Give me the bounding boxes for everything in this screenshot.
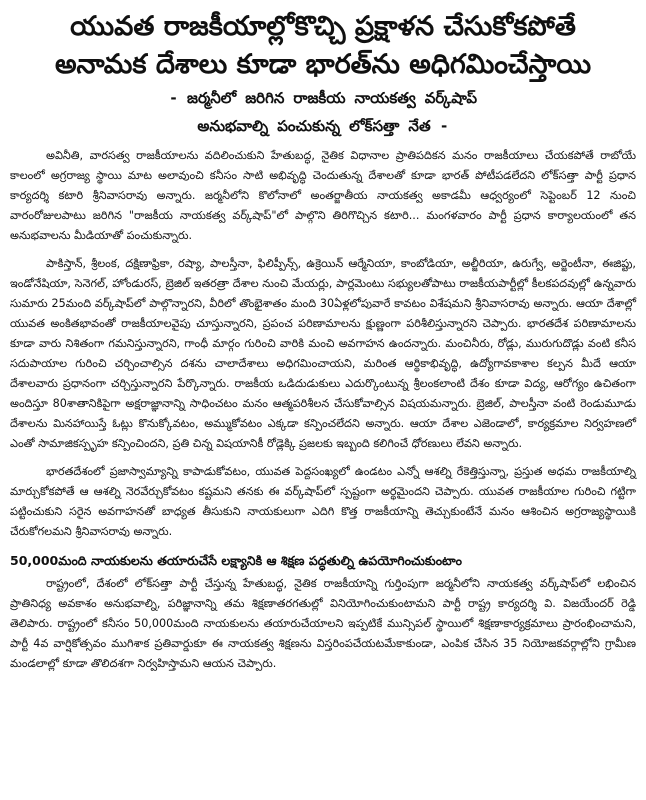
- section-heading: 50,000మంది నాయకులను తయారుచేసే లక్ష్యానికి ఆ శిక్షణ పద్ధతుల్ని ఉపయోగించుకుంటాం: [10, 553, 462, 568]
- headline-line-1: యువత రాజకీయాల్లోకొచ్చి ప్రక్షాళన చేసుకోకపోతే: [70, 11, 576, 42]
- subheadline-line-2: అనుభవాల్ని పంచుకున్న లోక్‌సత్తా నేత -: [197, 117, 449, 135]
- headline-line-2: అనామక దేశాలు కూడా భారత్‌ను అధిగమించేస్తాయి: [54, 49, 592, 80]
- section-paragraph: రాష్ట్రంలో, దేశంలో లోక్‌సత్తా పార్టీ చేస్తున్న హేతుబద్ధ, నైతిక రాజకీయాన్ని గుర్తింపుగా జర్మనీలోని నాయకత్వ వర్క్‌షాప్‌లో లభించిన ప్రాతినిధ్య అవకాశం అనుభవాల్ని, పరిజ్ఞానాన్ని తమ శిక్షణాతరగతుల్లో వినియోగించుకుంటామని పార్టీ రాష్ట్ర కార్యదర్శి వి. విజయేందర్ రెడ్డి తెలిపారు. రాష్ట్రంలో కనీసం 50,000మంది నాయకులను తయారుచేయాలని ఇప్పటికే మున్సిపల్ స్థాయిలో శిక్షణాకార్యక్రమాలు ప్రారంభించామని, పార్టీ 4వ వార్షికోత్సవం ముగిశాక ప్రతివార్డుకూ ఈ నాయకత్వ శిక్షణను విస్తరింపచేయటమేకాకుండా, ఎంపిక చేసిన 35 నియోజకవర్గాల్లోని గ్రామీణ మండలాల్లో కూడా తొలిదశగా నిర్వహిస్తామని ఆయన చెప్పారు.: [10, 577, 636, 670]
- article-body: [10, 146, 636, 674]
- subheadline-line-1: - జర్మనీలో జరిగిన రాజకీయ నాయకత్వ వర్క్‌షాప్: [168, 89, 478, 107]
- headline-block: [10, 8, 636, 140]
- article-paragraph-1: అవినీతి, వారసత్వ రాజకీయాలను వదిలించుకుని హేతుబద్ధ, నైతిక విధానాల ప్రాతిపదికన మనం రాజకీయాలు చేయకపోతే రాబోయే కాలంలో అగ్రరాజ్య స్థాయి మాట అలావుంచి కనీసం సాటి అభివృద్ధి చెందుతున్న దేశాలతో కూడా భారత్ పోటీపడలేదని లోక్‌సత్తా పార్టీ ప్రధాన కార్యదర్శి కటారి శ్రీనివాసరావు అన్నారు. జర్మనీలోని కొలోనాలో అంతర్జాతీయ నాయకత్వ అకాడమీ ఆధ్వర్యంలో సెప్టెంబర్ 12 నుంచి వారంరోజులపాటు జరిగిన "రాజకీయ నాయకత్వ వర్క్‌షాప్"లో పాల్గొని తిరిగొచ్చిన కటారి... మంగళవారం పార్టీ ప్రధాన కార్యాలయంలో తన అనుభవాలను మీడియాతో పంచుకున్నారు.: [10, 149, 636, 242]
- article-paragraph-2: పాకిస్తాన్, శ్రీలంక, దక్షిణాఫ్రికా, రష్యా, పాలస్తీనా, ఫిలిప్పీన్స్, ఉక్రెయిన్ ఆర్మేనియా, కాంబోడియా, అల్జీరియా, ఉరుగ్వే, అర్జెంటీనా, ఈజిప్టు, ఇండోనేషియా, సెనెగల్, హోండురస్, బ్రెజిల్ ఇతరత్రా దేశాల నుంచి మేయర్లు, పార్లమెంటు సభ్యులతోపాటు రాజకీయపార్టీల్లో కీలకపదవుల్లో ఉన్నవారు సుమారు 25మంది వర్క్‌షాప్‌లో పాల్గొన్నారని, వీరిలో తొంభైశాతం మంది 30ఏళ్లలోపువారే కావటం విశేషమని శ్రీనివాసరావు అన్నారు. ఆయా దేశాల్లో యువత అంకితభావంతో రాజకీయాలవైపు చూస్తున్నారని, ప్రపంచ పరిణామాలను క్షుణ్ణంగా పరిశీలిస్తున్నారని చెప్పారు. భారతదేశ పరిణామాలను కూడా వారు నిశితంగా గమనిస్తున్నారని, గాంధీ మార్గం గురించి వారికి మంచి అవగాహన ఉందన్నారు. మంచినీరు, రోడ్లు, మురుగుదొడ్లు వంటి కనీస సదుపాయాల గురించి చర్చించాల్సిన దశను చాలాదేశాలు అధిగమించాయని, మరింత ఆర్థికాభివృద్ధి, ఉద్యోగావకాశాల కల్పన మీదే ఆయా దేశాలవారు ప్రధానంగా చర్చిస్తున్నారని పేర్కొన్నారు. రాజకీయ ఒడిదుడుకులు ఎదుర్కొంటున్న శ్రీలంకలాంటి దేశం కూడా విద్య, ఆరోగ్యం ఉచితంగా అందిస్తూ 80శాతానికిపైగా అక్షరాజ్ఞానాన్ని సాధించటం మనం ఆత్మపరిశీలన చేసుకోవాల్సిన విషయమన్నారు. బ్రెజిల్, పాలస్తీనా వంటి రెండుమూడు దేశాలను మినహాయిస్తే ఓట్లు కొనుక్కోవటం, అమ్ముకోవటం ఎక్కడా కన్పించలేదని అన్నారు. ఆయా దేశాల ఎజెండాలో, కార్యక్రమాల నిర్వహణలో ఎంతో సామాజికస్పృహ కన్పించిందని, ప్రతి చిన్న విషయానికీ రోడ్లెక్కి ప్రజలకు ఇబ్బంది కలిగించే ధోరణులు లేవని అన్నారు.: [10, 257, 636, 450]
- article-paragraph-3: భారతదేశంలో ప్రజాస్వామ్యాన్ని కాపాడుకోవటం, యువత పెద్దసంఖ్యలో ఉండటం ఎన్నో ఆశల్ని రేకెత్తిస్తున్నా, ప్రస్తుత అధమ రాజకీయాల్ని మార్చుకోకపోతే ఆ ఆశల్ని నెరవేర్చుకోవటం కష్టమని తనకు ఈ వర్క్‌షాప్‌లో స్పష్టంగా అర్థమైందని చెప్పారు. యువత రాజకీయాల గురించి గట్టిగా పట్టించుకుని సరైన అవగాహనతో బాధ్యత తీసుకుని నాయకులుగా ఎదిగి కొత్త రాజకీయాన్ని తెచ్చుకుంటేనే మనం ఆశించిన అగ్రరాజ్యస్థాయికి చేరుకోగలమని శ్రీనివాసరావు అన్నారు.: [10, 465, 636, 538]
